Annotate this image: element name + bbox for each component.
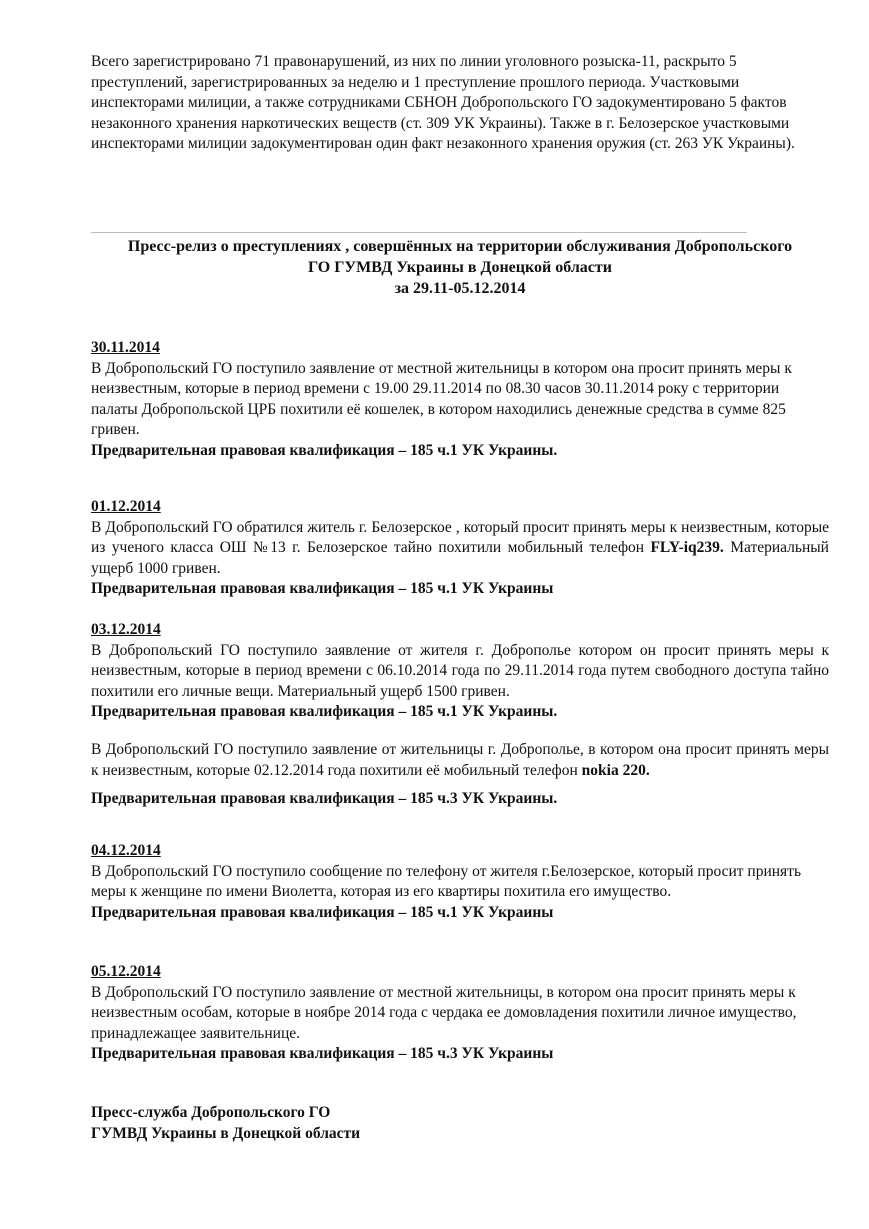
entry-04-12	[91, 841, 829, 923]
signature	[91, 1103, 829, 1144]
document-title	[91, 236, 829, 299]
entry-text: В Добропольский ГО поступило заявление от местной жительницы в котором она просит принять меры к неизвестным, которые в период времени с 19.00 29.11.2014 по 08.30 часов 30.11.2014 року с территории палаты Добропольской ЦРБ похитили её кошелек, в котором находились денежные средства в сумме 825 гривен.	[91, 359, 792, 438]
entry-qualification: Предварительная правовая квалификация – 185 ч.3 УК Украины.	[91, 790, 558, 807]
entry-text-part: Материальный ущерб 1000 гривен.	[91, 539, 829, 577]
intro-paragraph: Всего зарегистрировано 71 правонарушений, из них по линии уголовного розыска-11, раскрыто 5 преступлений, зарегистрированных за неделю и 1 преступление прошлого периода. Участковыми инспекторами милиции, а также сотрудниками СБНОН Добропольского ГО задокументировано 5 фактов незаконного хранения наркотических веществ (ст. 309 УК Украины). Также в г. Белозерское участковыми инспекторами милиции задокументирован один факт незаконного хранения оружия (ст. 263 УК Украины).	[91, 53, 795, 152]
title-line-3: за 29.11-05.12.2014	[394, 280, 526, 297]
entry-date: 03.12.2014	[91, 621, 161, 638]
horizontal-divider	[91, 232, 747, 233]
entry-date: 01.12.2014	[91, 498, 161, 515]
entry-text	[91, 518, 829, 580]
entry-text-part: В Добропольский ГО поступило заявление от жительницы г. Доброполье, в котором она просит принять меры к неизвестным, которые 02.12.2014 года похитили её мобильный телефон	[91, 741, 829, 779]
entry-date: 05.12.2014	[91, 963, 161, 980]
entry-nokia	[91, 740, 829, 810]
title-line-2: ГО ГУМВД Украины в Донецкой области	[308, 259, 612, 276]
entry-qualification: Предварительная правовая квалификация – 185 ч.1 УК Украины.	[91, 441, 558, 459]
entry-date: 30.11.2014	[91, 339, 160, 356]
entry-qualification: Предварительная правовая квалификация – 185 ч.1 УК Украины.	[91, 703, 558, 720]
entry-30-11	[91, 338, 829, 461]
entry-text	[91, 740, 829, 781]
phone-model: nokia 220.	[581, 761, 650, 779]
title-line-1: Пресс-релиз о преступлениях , совершённых на территории обслуживания Добропольского	[127, 238, 793, 255]
signature-line-2: ГУМВД Украины в Донецкой области	[91, 1124, 361, 1142]
entry-text: В Добропольский ГО поступило заявление от жителя г. Доброполье котором он просит принять меры к неизвестным, которые в период времени с 06.10.2014 года по 29.11.2014 года путем свободного доступа тайно похитили его личные вещи. Материальный ущерб 1500 гривен.	[91, 641, 829, 700]
entry-text-part: В Добропольский ГО обратился житель г. Белозерское , который просит принять меры к неизвестным, которые из ученого класса ОШ №13 г. Белозерское тайно похитили мобильный телефон	[91, 518, 829, 556]
entry-03-12	[91, 620, 829, 723]
signature-line-1: Пресс-служба Добропольского ГО	[91, 1104, 331, 1121]
phone-model: FLY-iq239.	[650, 539, 724, 556]
entry-text: В Добропольский ГО поступило сообщение по телефону от жителя г.Белозерское, который просит принять меры к женщине по имени Виолетта, которая из его квартиры похитила его имущество.	[91, 862, 802, 900]
entry-qualification: Предварительная правовая квалификация – 185 ч.1 УК Украины	[91, 903, 554, 921]
entry-01-12	[91, 497, 829, 600]
entry-date: 04.12.2014	[91, 842, 161, 859]
entry-05-12	[91, 962, 829, 1065]
entry-qualification: Предварительная правовая квалификация – 185 ч.1 УК Украины	[91, 580, 554, 597]
entry-qualification: Предварительная правовая квалификация – 185 ч.3 УК Украины	[91, 1045, 554, 1062]
entry-text: В Добропольский ГО поступило заявление от местной жительницы, в котором она просит принять меры к неизвестным особам, которые в ноябре 2014 года с чердака ее домовладения похитили личное имущество, принадлежащее заявительнице.	[91, 983, 797, 1042]
